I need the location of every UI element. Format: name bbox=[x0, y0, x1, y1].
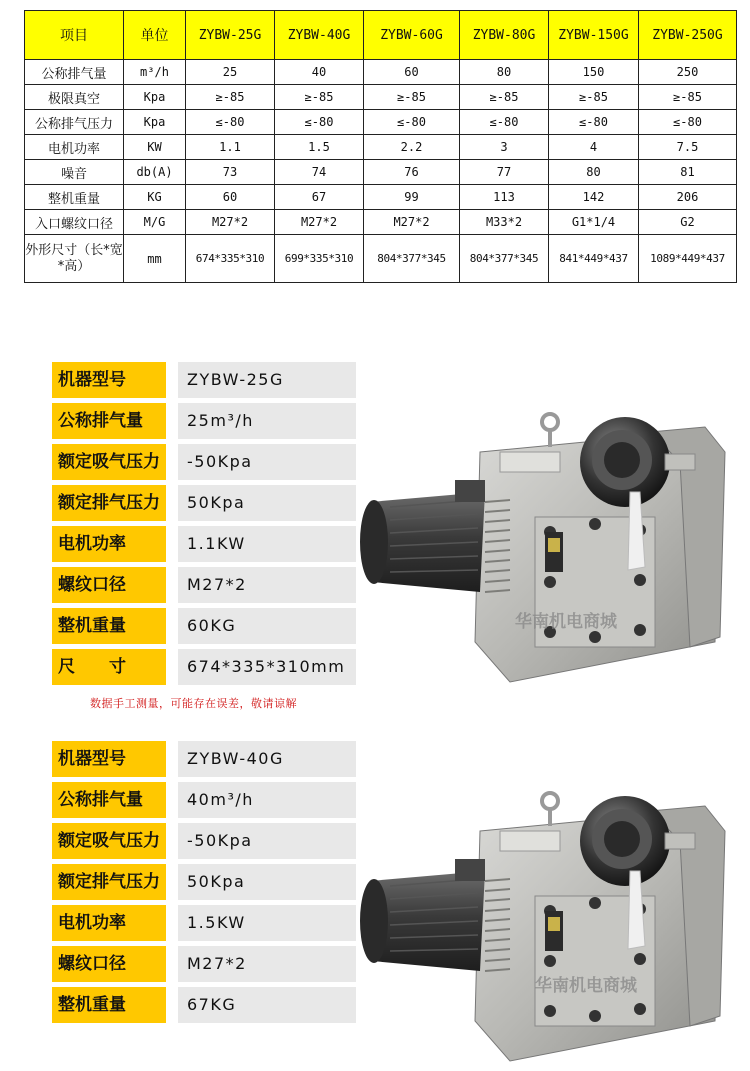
spec-value: 67KG bbox=[178, 987, 356, 1023]
spec-cell: M27*2 bbox=[186, 210, 275, 235]
spec-cell: 77 bbox=[460, 160, 549, 185]
spec-row-unit: mm bbox=[124, 235, 186, 283]
spec-cell: 7.5 bbox=[639, 135, 737, 160]
spec-cell: 80 bbox=[549, 160, 639, 185]
spec-row-label: 入口螺纹口径 bbox=[25, 210, 124, 235]
spec-cell: ≥-85 bbox=[639, 85, 737, 110]
spec-cell: 841*449*437 bbox=[549, 235, 639, 283]
spec-cell: ≥-85 bbox=[186, 85, 275, 110]
spec-list bbox=[52, 741, 357, 1028]
spec-row bbox=[25, 160, 737, 185]
spec-cell: 80 bbox=[460, 60, 549, 85]
spec-value: ZYBW-40G bbox=[178, 741, 356, 777]
spec-key: 公称排气量 bbox=[52, 403, 166, 439]
spec-cell: 250 bbox=[639, 60, 737, 85]
spec-cell: 804*377*345 bbox=[364, 235, 460, 283]
spec-cell: ≤-80 bbox=[460, 110, 549, 135]
vacuum-pump-photo bbox=[360, 392, 730, 692]
spec-row-label: 公称排气量 bbox=[25, 60, 124, 85]
spec-list-row bbox=[52, 444, 357, 480]
spec-key: 螺纹口径 bbox=[52, 567, 166, 603]
spec-list-row bbox=[52, 946, 357, 982]
watermark: 华南机电商城 bbox=[515, 612, 617, 632]
spec-cell: 674*335*310 bbox=[186, 235, 275, 283]
spec-row bbox=[25, 210, 737, 235]
spec-cell: 1089*449*437 bbox=[639, 235, 737, 283]
header-model: ZYBW-60G bbox=[364, 11, 460, 60]
spec-list-row bbox=[52, 649, 357, 685]
spec-cell: 113 bbox=[460, 185, 549, 210]
spec-header-row bbox=[25, 11, 737, 60]
spec-list-row bbox=[52, 526, 357, 562]
spec-row-unit: KG bbox=[124, 185, 186, 210]
spec-cell: G2 bbox=[639, 210, 737, 235]
spec-cell: 142 bbox=[549, 185, 639, 210]
spec-value: 50Kpa bbox=[178, 485, 356, 521]
spec-value: ZYBW-25G bbox=[178, 362, 356, 398]
spec-key: 额定吸气压力 bbox=[52, 823, 166, 859]
spec-list-row bbox=[52, 608, 357, 644]
spec-list-row bbox=[52, 905, 357, 941]
spec-list-row bbox=[52, 782, 357, 818]
spec-cell: 206 bbox=[639, 185, 737, 210]
header-model: ZYBW-250G bbox=[639, 11, 737, 60]
spec-row bbox=[25, 235, 737, 283]
spec-cell: M27*2 bbox=[364, 210, 460, 235]
spec-value: M27*2 bbox=[178, 946, 356, 982]
spec-cell: 67 bbox=[275, 185, 364, 210]
spec-value: 674*335*310mm bbox=[178, 649, 356, 685]
spec-key: 电机功率 bbox=[52, 526, 166, 562]
spec-value: 40m³/h bbox=[178, 782, 356, 818]
spec-row bbox=[25, 110, 737, 135]
product-card-zybw-25g bbox=[0, 362, 750, 722]
spec-cell: ≤-80 bbox=[186, 110, 275, 135]
spec-cell: ≤-80 bbox=[639, 110, 737, 135]
spec-key: 整机重量 bbox=[52, 987, 166, 1023]
spec-cell: ≥-85 bbox=[460, 85, 549, 110]
header-model: ZYBW-25G bbox=[186, 11, 275, 60]
spec-cell: M33*2 bbox=[460, 210, 549, 235]
spec-cell: ≤-80 bbox=[549, 110, 639, 135]
spec-cell: 1.1 bbox=[186, 135, 275, 160]
spec-row bbox=[25, 185, 737, 210]
spec-cell: ≤-80 bbox=[275, 110, 364, 135]
spec-cell: 804*377*345 bbox=[460, 235, 549, 283]
spec-cell: 81 bbox=[639, 160, 737, 185]
spec-key: 额定排气压力 bbox=[52, 864, 166, 900]
spec-cell: ≥-85 bbox=[275, 85, 364, 110]
spec-cell: 699*335*310 bbox=[275, 235, 364, 283]
spec-cell: 60 bbox=[186, 185, 275, 210]
spec-list-row bbox=[52, 362, 357, 398]
vacuum-pump-photo bbox=[360, 771, 730, 1071]
spec-cell: ≥-85 bbox=[364, 85, 460, 110]
spec-list-row bbox=[52, 823, 357, 859]
spec-cell: 60 bbox=[364, 60, 460, 85]
spec-value: 50Kpa bbox=[178, 864, 356, 900]
watermark: 华南机电商城 bbox=[535, 976, 637, 996]
spec-list-row bbox=[52, 485, 357, 521]
spec-row bbox=[25, 85, 737, 110]
spec-row-label: 噪音 bbox=[25, 160, 124, 185]
spec-value: 1.1KW bbox=[178, 526, 356, 562]
spec-row-label: 整机重量 bbox=[25, 185, 124, 210]
spec-list-row bbox=[52, 987, 357, 1023]
spec-list-row bbox=[52, 567, 357, 603]
spec-key: 机器型号 bbox=[52, 741, 166, 777]
spec-row-label: 电机功率 bbox=[25, 135, 124, 160]
spec-key: 螺纹口径 bbox=[52, 946, 166, 982]
spec-cell: 150 bbox=[549, 60, 639, 85]
spec-cell: 40 bbox=[275, 60, 364, 85]
spec-value: M27*2 bbox=[178, 567, 356, 603]
spec-cell: G1*1/4 bbox=[549, 210, 639, 235]
spec-key: 额定排气压力 bbox=[52, 485, 166, 521]
spec-cell: 1.5 bbox=[275, 135, 364, 160]
spec-row-unit: db(A) bbox=[124, 160, 186, 185]
spec-cell: 4 bbox=[549, 135, 639, 160]
spec-cell: 2.2 bbox=[364, 135, 460, 160]
spec-row-unit: M/G bbox=[124, 210, 186, 235]
spec-cell: 25 bbox=[186, 60, 275, 85]
spec-value: -50Kpa bbox=[178, 823, 356, 859]
header-model: ZYBW-40G bbox=[275, 11, 364, 60]
spec-value: 25m³/h bbox=[178, 403, 356, 439]
spec-value: -50Kpa bbox=[178, 444, 356, 480]
spec-cell: 99 bbox=[364, 185, 460, 210]
spec-key: 电机功率 bbox=[52, 905, 166, 941]
header-model: ZYBW-150G bbox=[549, 11, 639, 60]
spec-key: 尺 寸 bbox=[52, 649, 166, 685]
header-model: ZYBW-80G bbox=[460, 11, 549, 60]
spec-row-label: 外形尺寸（长*宽*高） bbox=[25, 235, 124, 283]
spec-row-label: 极限真空 bbox=[25, 85, 124, 110]
spec-cell: 74 bbox=[275, 160, 364, 185]
spec-key: 公称排气量 bbox=[52, 782, 166, 818]
spec-list bbox=[52, 362, 357, 690]
spec-key: 机器型号 bbox=[52, 362, 166, 398]
spec-list-row bbox=[52, 741, 357, 777]
spec-row-unit: KW bbox=[124, 135, 186, 160]
spec-row-unit: Kpa bbox=[124, 110, 186, 135]
spec-list-row bbox=[52, 864, 357, 900]
spec-table bbox=[24, 10, 737, 283]
spec-row-unit: m³/h bbox=[124, 60, 186, 85]
spec-cell: ≤-80 bbox=[364, 110, 460, 135]
spec-key: 额定吸气压力 bbox=[52, 444, 166, 480]
spec-value: 60KG bbox=[178, 608, 356, 644]
spec-cell: ≥-85 bbox=[549, 85, 639, 110]
spec-row bbox=[25, 60, 737, 85]
measurement-note: 数据手工测量，可能存在误差，敬请谅解 bbox=[90, 697, 297, 710]
spec-row-label: 公称排气压力 bbox=[25, 110, 124, 135]
product-card-zybw-40g bbox=[0, 741, 750, 1021]
spec-value: 1.5KW bbox=[178, 905, 356, 941]
header-unit: 单位 bbox=[124, 11, 186, 60]
spec-row-unit: Kpa bbox=[124, 85, 186, 110]
spec-key: 整机重量 bbox=[52, 608, 166, 644]
spec-row bbox=[25, 135, 737, 160]
spec-cell: 3 bbox=[460, 135, 549, 160]
spec-cell: 76 bbox=[364, 160, 460, 185]
spec-list-row bbox=[52, 403, 357, 439]
header-item: 项目 bbox=[25, 11, 124, 60]
spec-cell: M27*2 bbox=[275, 210, 364, 235]
spec-cell: 73 bbox=[186, 160, 275, 185]
